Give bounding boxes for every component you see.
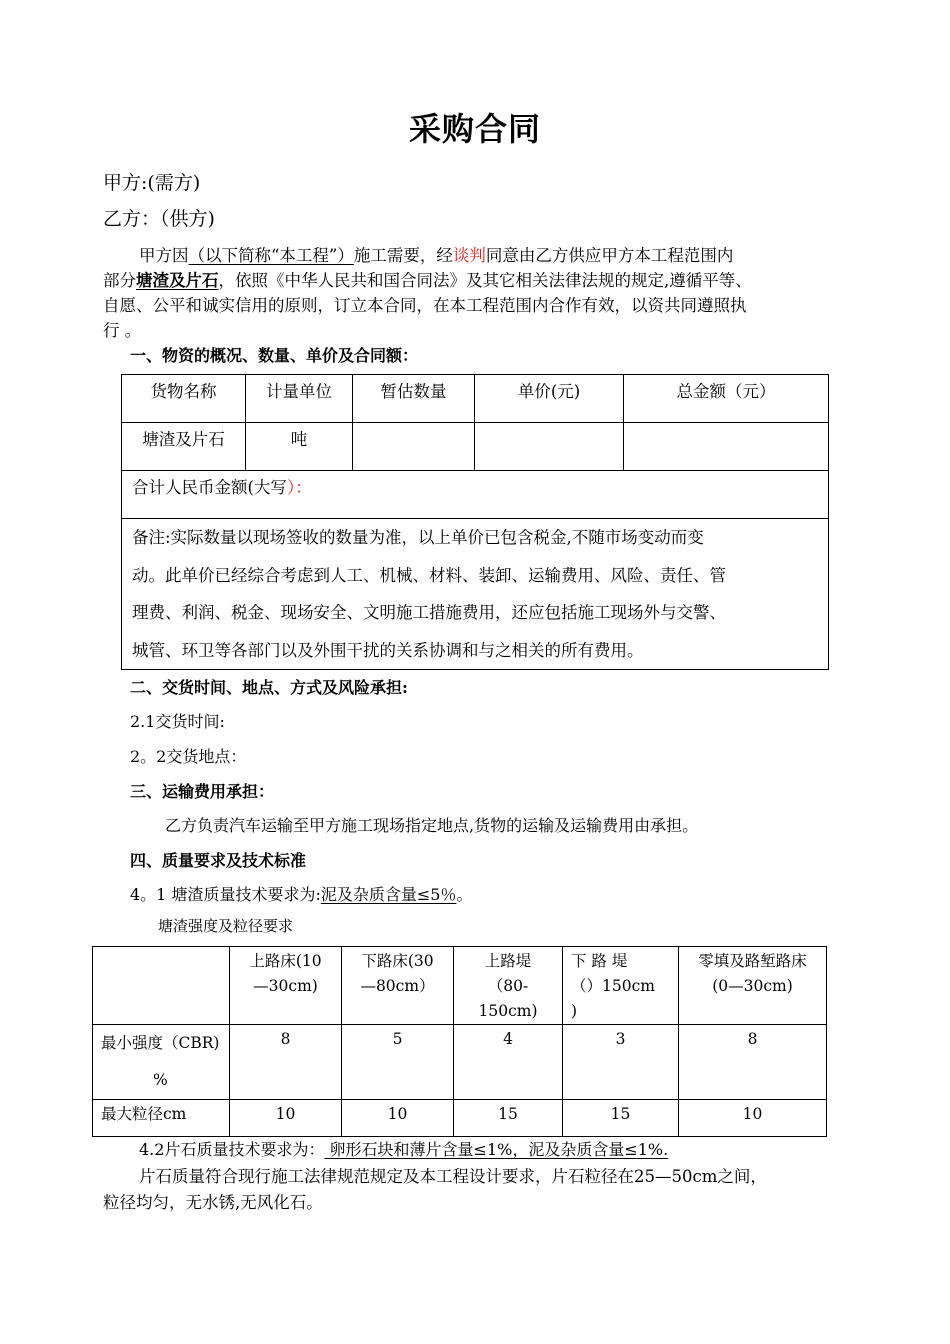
max-particle-value: 10 [679,1100,827,1137]
goods-table [121,374,829,670]
cell-unit-price [475,423,624,471]
document-title: 采购合同 [408,110,541,148]
header-upper-roadbed: 上路床(10 —30cm) [230,947,342,1025]
header-unit-price: 单价(元) [475,375,624,423]
cell-unit: 吨 [246,423,353,471]
max-particle-label: 最大粒径cm [93,1100,230,1137]
max-particle-value: 10 [230,1100,342,1137]
header-lower-embankment: 下 路 堤 （）150cm ) [563,947,679,1025]
total-row [122,471,829,519]
section-4-heading: 四、质量要求及技术标准 [130,851,307,870]
header-quantity: 暂估数量 [353,375,475,423]
remark-line: 理费、利润、税金、现场安全、文明施工措施费用，还应包括施工现场外与交警、 [132,603,726,622]
remark-cell [122,519,829,670]
remark-line: 备注:实际数量以现场签收的数量为准，以上单价已包含税金,不随市场变动而变 [132,528,704,547]
max-particle-value: 15 [563,1100,679,1137]
max-particle-value: 15 [454,1100,563,1137]
header-upper-embankment: 上路堤 （80- 150cm) [454,947,563,1025]
delivery-place: 2。2交货地点： [130,747,247,766]
intro-line-3: 自愿、公平和诚实信用的原则，订立本合同，在本工程范围内合作有效，以资共同遵照执 [103,296,747,315]
header-zero-fill: 零填及路堑路床 (0—30cm) [679,947,827,1025]
min-strength-value: 8 [230,1025,342,1100]
party-b: 乙方：（供方) [103,208,215,230]
remark-line: 动。此单价已经综合考虑到人工、机械、材料、装卸、运输费用、风险、责任、管 [132,565,726,585]
stone-spec-line-1: 片石质量符合现行施工法律规范规定及本工程设计要求，片石粒径在25—50cm之间， [139,1167,767,1186]
header-blank [93,947,230,1025]
section-2-heading: 二、交货时间、地点、方式及风险承担: [130,678,408,697]
cell-quantity [353,423,475,471]
cell-total-amount [624,423,829,471]
delivery-time: 2.1交货时间: [130,712,225,731]
stone-spec-line-2: 粒径均匀，无水锈,无风化石。 [103,1193,323,1212]
remark-row [122,519,829,670]
goods-table-header [122,375,829,423]
min-strength-value: 8 [679,1025,827,1100]
header-unit: 计量单位 [246,375,353,423]
max-particle-value: 10 [342,1100,454,1137]
fill-spec-table [92,946,827,1137]
max-particle-row [93,1100,827,1137]
min-strength-value: 4 [454,1025,563,1100]
intro-line-4: 行 。 [103,321,142,340]
section-1-heading: 一、物资的概况、数量、单价及合同额： [130,346,419,365]
goods-row [122,423,829,471]
intro-line-2: 部分塘渣及片石，依照《中华人民共和国合同法》及其它相关法律法规的规定,遵循平等、 [103,271,752,290]
remark-line: 城管、环卫等各部门以及外围干扰的关系协调和与之相关的所有费用。 [132,640,644,660]
header-total-amount: 总金额（元） [624,375,829,423]
min-strength-label: 最小强度（CBR) % [93,1025,230,1100]
item-4-1: 4。1 塘渣质量技术要求为:泥及杂质含量≤5％。 [130,885,473,904]
min-strength-value: 3 [563,1025,679,1100]
header-goods-name: 货物名称 [122,375,246,423]
min-strength-value: 5 [342,1025,454,1100]
total-amount-cell: 合计人民币金额(大写）： [122,471,829,519]
header-lower-roadbed: 下路床(30 —80cm） [342,947,454,1025]
spec-table-header [93,947,827,1025]
cell-goods-name: 塘渣及片石 [122,423,246,471]
section-3-heading: 三、运输费用承担： [130,782,275,801]
table2-caption: 塘渣强度及粒径要求 [158,917,294,935]
party-a: 甲方:(需方) [103,172,201,194]
item-4-2: 4.2片石质量技术要求为： 卵形石块和薄片含量≤1%，泥及杂质含量≤1%. [139,1140,669,1159]
intro-line-1: 甲方因（以下简称“本工程”）施工需要，经谈判同意由乙方供应甲方本工程范围内 [139,246,734,265]
min-strength-row [93,1025,827,1100]
transport-terms: 乙方负责汽车运输至甲方施工现场指定地点,货物的运输及运输费用由承担。 [165,816,699,835]
